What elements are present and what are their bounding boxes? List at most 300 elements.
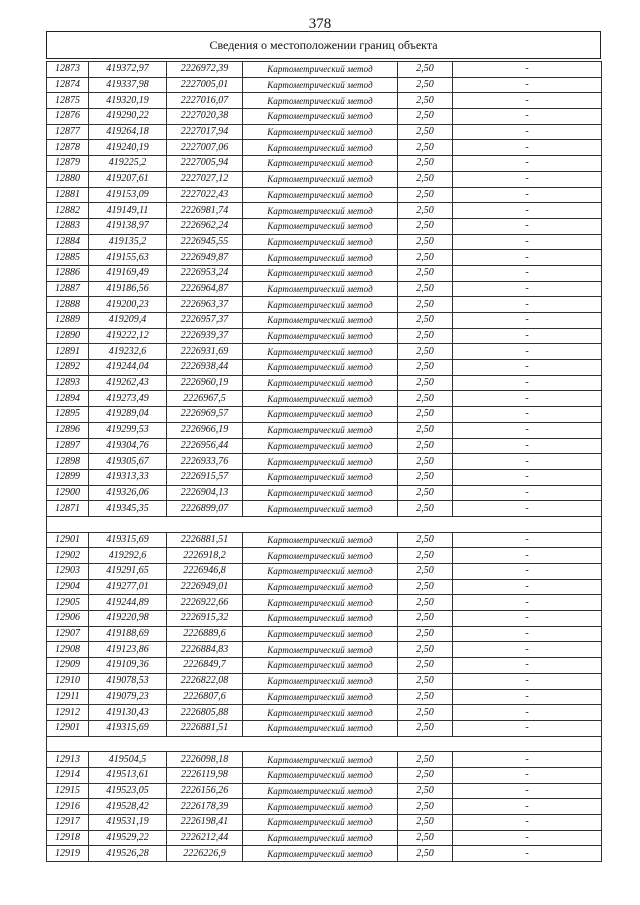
point-number-cell: 12916 xyxy=(47,799,89,815)
table-row xyxy=(47,218,602,234)
point-number-cell: 12895 xyxy=(47,407,89,423)
table-row xyxy=(47,391,602,407)
table-row xyxy=(47,564,602,580)
method-cell: Картометрический метод xyxy=(243,156,398,172)
note-cell: - xyxy=(453,187,602,203)
method-cell: Картометрический метод xyxy=(243,767,398,783)
coordinates-table-body xyxy=(47,62,602,862)
method-cell: Картометрический метод xyxy=(243,705,398,721)
method-cell: Картометрический метод xyxy=(243,77,398,93)
note-cell: - xyxy=(453,171,602,187)
point-number-cell: 12891 xyxy=(47,344,89,360)
accuracy-cell: 2,50 xyxy=(398,109,453,125)
y-coordinate-cell: 2226226,9 xyxy=(167,846,243,862)
table-row xyxy=(47,422,602,438)
point-number-cell: 12902 xyxy=(47,548,89,564)
table-row xyxy=(47,281,602,297)
point-number-cell: 12894 xyxy=(47,391,89,407)
method-cell: Картометрический метод xyxy=(243,407,398,423)
accuracy-cell: 2,50 xyxy=(398,344,453,360)
x-coordinate-cell: 419225,2 xyxy=(89,156,167,172)
accuracy-cell: 2,50 xyxy=(398,611,453,627)
y-coordinate-cell: 2226938,44 xyxy=(167,360,243,376)
method-cell: Картометрический метод xyxy=(243,469,398,485)
separator-cell xyxy=(47,516,602,532)
point-number-cell: 12879 xyxy=(47,156,89,172)
accuracy-cell: 2,50 xyxy=(398,218,453,234)
x-coordinate-cell: 419169,49 xyxy=(89,265,167,281)
method-cell: Картометрический метод xyxy=(243,532,398,548)
method-cell: Картометрический метод xyxy=(243,297,398,313)
point-number-cell: 12915 xyxy=(47,783,89,799)
note-cell: - xyxy=(453,705,602,721)
x-coordinate-cell: 419315,69 xyxy=(89,532,167,548)
y-coordinate-cell: 2227020,38 xyxy=(167,109,243,125)
table-row xyxy=(47,140,602,156)
x-coordinate-cell: 419240,19 xyxy=(89,140,167,156)
x-coordinate-cell: 419291,65 xyxy=(89,564,167,580)
y-coordinate-cell: 2226904,13 xyxy=(167,485,243,501)
x-coordinate-cell: 419222,12 xyxy=(89,328,167,344)
point-number-cell: 12885 xyxy=(47,250,89,266)
accuracy-cell: 2,50 xyxy=(398,454,453,470)
table-row xyxy=(47,752,602,768)
table-row xyxy=(47,689,602,705)
x-coordinate-cell: 419130,43 xyxy=(89,705,167,721)
note-cell: - xyxy=(453,281,602,297)
method-cell: Картометрический метод xyxy=(243,93,398,109)
point-number-cell: 12910 xyxy=(47,673,89,689)
method-cell: Картометрический метод xyxy=(243,799,398,815)
note-cell: - xyxy=(453,611,602,627)
y-coordinate-cell: 2226098,18 xyxy=(167,752,243,768)
x-coordinate-cell: 419186,56 xyxy=(89,281,167,297)
method-cell: Картометрический метод xyxy=(243,720,398,736)
note-cell: - xyxy=(453,344,602,360)
table-row xyxy=(47,799,602,815)
accuracy-cell: 2,50 xyxy=(398,360,453,376)
point-number-cell: 12903 xyxy=(47,564,89,580)
note-cell: - xyxy=(453,265,602,281)
method-cell: Картометрический метод xyxy=(243,124,398,140)
point-number-cell: 12896 xyxy=(47,422,89,438)
accuracy-cell: 2,50 xyxy=(398,93,453,109)
point-number-cell: 12874 xyxy=(47,77,89,93)
note-cell: - xyxy=(453,595,602,611)
accuracy-cell: 2,50 xyxy=(398,328,453,344)
accuracy-cell: 2,50 xyxy=(398,171,453,187)
point-number-cell: 12873 xyxy=(47,62,89,78)
note-cell: - xyxy=(453,548,602,564)
accuracy-cell: 2,50 xyxy=(398,815,453,831)
method-cell: Картометрический метод xyxy=(243,140,398,156)
x-coordinate-cell: 419123,86 xyxy=(89,642,167,658)
x-coordinate-cell: 419153,09 xyxy=(89,187,167,203)
y-coordinate-cell: 2226156,26 xyxy=(167,783,243,799)
point-number-cell: 12888 xyxy=(47,297,89,313)
method-cell: Картометрический метод xyxy=(243,673,398,689)
accuracy-cell: 2,50 xyxy=(398,485,453,501)
method-cell: Картометрический метод xyxy=(243,830,398,846)
y-coordinate-cell: 2227007,06 xyxy=(167,140,243,156)
accuracy-cell: 2,50 xyxy=(398,281,453,297)
note-cell: - xyxy=(453,767,602,783)
accuracy-cell: 2,50 xyxy=(398,77,453,93)
point-number-cell: 12899 xyxy=(47,469,89,485)
method-cell: Картометрический метод xyxy=(243,203,398,219)
x-coordinate-cell: 419372,97 xyxy=(89,62,167,78)
table-row xyxy=(47,532,602,548)
table-row xyxy=(47,297,602,313)
x-coordinate-cell: 419244,04 xyxy=(89,360,167,376)
y-coordinate-cell: 2227005,94 xyxy=(167,156,243,172)
method-cell: Картометрический метод xyxy=(243,218,398,234)
accuracy-cell: 2,50 xyxy=(398,313,453,329)
note-cell: - xyxy=(453,313,602,329)
note-cell: - xyxy=(453,375,602,391)
accuracy-cell: 2,50 xyxy=(398,187,453,203)
note-cell: - xyxy=(453,626,602,642)
point-number-cell: 12882 xyxy=(47,203,89,219)
accuracy-cell: 2,50 xyxy=(398,469,453,485)
method-cell: Картометрический метод xyxy=(243,265,398,281)
y-coordinate-cell: 2226966,19 xyxy=(167,422,243,438)
method-cell: Картометрический метод xyxy=(243,62,398,78)
accuracy-cell: 2,50 xyxy=(398,642,453,658)
note-cell: - xyxy=(453,454,602,470)
point-number-cell: 12889 xyxy=(47,313,89,329)
note-cell: - xyxy=(453,783,602,799)
accuracy-cell: 2,50 xyxy=(398,673,453,689)
point-number-cell: 12880 xyxy=(47,171,89,187)
table-row xyxy=(47,375,602,391)
section-title: Сведения о местоположении границ объекта xyxy=(209,37,438,52)
y-coordinate-cell: 2227017,94 xyxy=(167,124,243,140)
point-number-cell: 12918 xyxy=(47,830,89,846)
note-cell: - xyxy=(453,485,602,501)
note-cell: - xyxy=(453,830,602,846)
x-coordinate-cell: 419188,69 xyxy=(89,626,167,642)
y-coordinate-cell: 2227005,01 xyxy=(167,77,243,93)
note-cell: - xyxy=(453,642,602,658)
y-coordinate-cell: 2226962,24 xyxy=(167,218,243,234)
y-coordinate-cell: 2226922,66 xyxy=(167,595,243,611)
note-cell: - xyxy=(453,799,602,815)
x-coordinate-cell: 419289,04 xyxy=(89,407,167,423)
method-cell: Картометрический метод xyxy=(243,328,398,344)
point-number-cell: 12911 xyxy=(47,689,89,705)
y-coordinate-cell: 2226889,6 xyxy=(167,626,243,642)
y-coordinate-cell: 2226945,55 xyxy=(167,234,243,250)
method-cell: Картометрический метод xyxy=(243,171,398,187)
accuracy-cell: 2,50 xyxy=(398,265,453,281)
point-number-cell: 12897 xyxy=(47,438,89,454)
method-cell: Картометрический метод xyxy=(243,454,398,470)
separator-row xyxy=(47,736,602,752)
x-coordinate-cell: 419504,5 xyxy=(89,752,167,768)
accuracy-cell: 2,50 xyxy=(398,799,453,815)
table-row xyxy=(47,548,602,564)
point-number-cell: 12914 xyxy=(47,767,89,783)
x-coordinate-cell: 419262,43 xyxy=(89,375,167,391)
accuracy-cell: 2,50 xyxy=(398,297,453,313)
point-number-cell: 12892 xyxy=(47,360,89,376)
x-coordinate-cell: 419528,42 xyxy=(89,799,167,815)
coordinates-table xyxy=(46,61,602,862)
table-row xyxy=(47,360,602,376)
y-coordinate-cell: 2226949,01 xyxy=(167,579,243,595)
note-cell: - xyxy=(453,391,602,407)
method-cell: Картометрический метод xyxy=(243,626,398,642)
table-row xyxy=(47,203,602,219)
point-number-cell: 12871 xyxy=(47,501,89,517)
table-row xyxy=(47,846,602,862)
method-cell: Картометрический метод xyxy=(243,234,398,250)
accuracy-cell: 2,50 xyxy=(398,250,453,266)
point-number-cell: 12913 xyxy=(47,752,89,768)
accuracy-cell: 2,50 xyxy=(398,375,453,391)
method-cell: Картометрический метод xyxy=(243,658,398,674)
table-row xyxy=(47,501,602,517)
y-coordinate-cell: 2226960,19 xyxy=(167,375,243,391)
y-coordinate-cell: 2226933,76 xyxy=(167,454,243,470)
note-cell: - xyxy=(453,720,602,736)
note-cell: - xyxy=(453,328,602,344)
method-cell: Картометрический метод xyxy=(243,250,398,266)
method-cell: Картометрический метод xyxy=(243,689,398,705)
table-row xyxy=(47,626,602,642)
accuracy-cell: 2,50 xyxy=(398,156,453,172)
method-cell: Картометрический метод xyxy=(243,344,398,360)
note-cell: - xyxy=(453,93,602,109)
note-cell: - xyxy=(453,407,602,423)
note-cell: - xyxy=(453,752,602,768)
method-cell: Картометрический метод xyxy=(243,642,398,658)
method-cell: Картометрический метод xyxy=(243,485,398,501)
x-coordinate-cell: 419135,2 xyxy=(89,234,167,250)
accuracy-cell: 2,50 xyxy=(398,579,453,595)
point-number-cell: 12905 xyxy=(47,595,89,611)
note-cell: - xyxy=(453,673,602,689)
y-coordinate-cell: 2226953,24 xyxy=(167,265,243,281)
x-coordinate-cell: 419207,61 xyxy=(89,171,167,187)
x-coordinate-cell: 419232,6 xyxy=(89,344,167,360)
point-number-cell: 12904 xyxy=(47,579,89,595)
table-row xyxy=(47,438,602,454)
table-row xyxy=(47,328,602,344)
point-number-cell: 12887 xyxy=(47,281,89,297)
note-cell: - xyxy=(453,203,602,219)
x-coordinate-cell: 419299,53 xyxy=(89,422,167,438)
method-cell: Картометрический метод xyxy=(243,564,398,580)
note-cell: - xyxy=(453,156,602,172)
point-number-cell: 12900 xyxy=(47,485,89,501)
note-cell: - xyxy=(453,124,602,140)
table-row xyxy=(47,77,602,93)
y-coordinate-cell: 2226899,07 xyxy=(167,501,243,517)
table-row xyxy=(47,767,602,783)
x-coordinate-cell: 419305,67 xyxy=(89,454,167,470)
method-cell: Картометрический метод xyxy=(243,281,398,297)
table-row xyxy=(47,658,602,674)
point-number-cell: 12876 xyxy=(47,109,89,125)
y-coordinate-cell: 2226198,41 xyxy=(167,815,243,831)
x-coordinate-cell: 419326,06 xyxy=(89,485,167,501)
point-number-cell: 12890 xyxy=(47,328,89,344)
point-number-cell: 12901 xyxy=(47,720,89,736)
table-row xyxy=(47,705,602,721)
note-cell: - xyxy=(453,360,602,376)
y-coordinate-cell: 2226884,83 xyxy=(167,642,243,658)
x-coordinate-cell: 419155,63 xyxy=(89,250,167,266)
x-coordinate-cell: 419315,69 xyxy=(89,720,167,736)
method-cell: Картометрический метод xyxy=(243,109,398,125)
y-coordinate-cell: 2226915,32 xyxy=(167,611,243,627)
y-coordinate-cell: 2226967,5 xyxy=(167,391,243,407)
x-coordinate-cell: 419277,01 xyxy=(89,579,167,595)
accuracy-cell: 2,50 xyxy=(398,532,453,548)
point-number-cell: 12909 xyxy=(47,658,89,674)
x-coordinate-cell: 419200,23 xyxy=(89,297,167,313)
accuracy-cell: 2,50 xyxy=(398,626,453,642)
x-coordinate-cell: 419531,19 xyxy=(89,815,167,831)
table-row xyxy=(47,720,602,736)
method-cell: Картометрический метод xyxy=(243,391,398,407)
y-coordinate-cell: 2226119,98 xyxy=(167,767,243,783)
table-row xyxy=(47,469,602,485)
method-cell: Картометрический метод xyxy=(243,611,398,627)
section-header xyxy=(46,31,601,59)
x-coordinate-cell: 419290,22 xyxy=(89,109,167,125)
accuracy-cell: 2,50 xyxy=(398,438,453,454)
x-coordinate-cell: 419313,33 xyxy=(89,469,167,485)
y-coordinate-cell: 2226939,37 xyxy=(167,328,243,344)
point-number-cell: 12919 xyxy=(47,846,89,862)
y-coordinate-cell: 2226849,7 xyxy=(167,658,243,674)
accuracy-cell: 2,50 xyxy=(398,124,453,140)
point-number-cell: 12893 xyxy=(47,375,89,391)
x-coordinate-cell: 419523,05 xyxy=(89,783,167,799)
y-coordinate-cell: 2226963,37 xyxy=(167,297,243,313)
accuracy-cell: 2,50 xyxy=(398,203,453,219)
accuracy-cell: 2,50 xyxy=(398,140,453,156)
point-number-cell: 12906 xyxy=(47,611,89,627)
y-coordinate-cell: 2226178,39 xyxy=(167,799,243,815)
method-cell: Картометрический метод xyxy=(243,815,398,831)
method-cell: Картометрический метод xyxy=(243,595,398,611)
x-coordinate-cell: 419345,35 xyxy=(89,501,167,517)
note-cell: - xyxy=(453,422,602,438)
separator-row xyxy=(47,516,602,532)
table-row xyxy=(47,62,602,78)
x-coordinate-cell: 419292,6 xyxy=(89,548,167,564)
table-row xyxy=(47,250,602,266)
table-row xyxy=(47,265,602,281)
x-coordinate-cell: 419079,23 xyxy=(89,689,167,705)
table-row xyxy=(47,109,602,125)
y-coordinate-cell: 2226972,39 xyxy=(167,62,243,78)
note-cell: - xyxy=(453,218,602,234)
accuracy-cell: 2,50 xyxy=(398,595,453,611)
table-row xyxy=(47,454,602,470)
table-row xyxy=(47,407,602,423)
accuracy-cell: 2,50 xyxy=(398,501,453,517)
table-row xyxy=(47,485,602,501)
point-number-cell: 12884 xyxy=(47,234,89,250)
table-row xyxy=(47,344,602,360)
x-coordinate-cell: 419273,49 xyxy=(89,391,167,407)
x-coordinate-cell: 419220,98 xyxy=(89,611,167,627)
accuracy-cell: 2,50 xyxy=(398,658,453,674)
table-row xyxy=(47,595,602,611)
y-coordinate-cell: 2226964,87 xyxy=(167,281,243,297)
x-coordinate-cell: 419320,19 xyxy=(89,93,167,109)
method-cell: Картометрический метод xyxy=(243,501,398,517)
note-cell: - xyxy=(453,658,602,674)
accuracy-cell: 2,50 xyxy=(398,548,453,564)
method-cell: Картометрический метод xyxy=(243,313,398,329)
method-cell: Картометрический метод xyxy=(243,438,398,454)
table-row xyxy=(47,579,602,595)
x-coordinate-cell: 419529,22 xyxy=(89,830,167,846)
y-coordinate-cell: 2226949,87 xyxy=(167,250,243,266)
point-number-cell: 12912 xyxy=(47,705,89,721)
note-cell: - xyxy=(453,469,602,485)
y-coordinate-cell: 2227016,07 xyxy=(167,93,243,109)
note-cell: - xyxy=(453,501,602,517)
y-coordinate-cell: 2226969,57 xyxy=(167,407,243,423)
x-coordinate-cell: 419526,28 xyxy=(89,846,167,862)
x-coordinate-cell: 419138,97 xyxy=(89,218,167,234)
point-number-cell: 12878 xyxy=(47,140,89,156)
table-row xyxy=(47,642,602,658)
point-number-cell: 12908 xyxy=(47,642,89,658)
note-cell: - xyxy=(453,250,602,266)
table-row xyxy=(47,187,602,203)
y-coordinate-cell: 2226957,37 xyxy=(167,313,243,329)
note-cell: - xyxy=(453,109,602,125)
x-coordinate-cell: 419513,61 xyxy=(89,767,167,783)
x-coordinate-cell: 419078,53 xyxy=(89,673,167,689)
method-cell: Картометрический метод xyxy=(243,783,398,799)
accuracy-cell: 2,50 xyxy=(398,689,453,705)
point-number-cell: 12898 xyxy=(47,454,89,470)
note-cell: - xyxy=(453,140,602,156)
table-row xyxy=(47,171,602,187)
point-number-cell: 12875 xyxy=(47,93,89,109)
table-row xyxy=(47,313,602,329)
accuracy-cell: 2,50 xyxy=(398,720,453,736)
y-coordinate-cell: 2226881,51 xyxy=(167,532,243,548)
accuracy-cell: 2,50 xyxy=(398,783,453,799)
accuracy-cell: 2,50 xyxy=(398,407,453,423)
x-coordinate-cell: 419264,18 xyxy=(89,124,167,140)
table-row xyxy=(47,124,602,140)
note-cell: - xyxy=(453,564,602,580)
accuracy-cell: 2,50 xyxy=(398,705,453,721)
y-coordinate-cell: 2226956,44 xyxy=(167,438,243,454)
x-coordinate-cell: 419244,89 xyxy=(89,595,167,611)
y-coordinate-cell: 2227022,43 xyxy=(167,187,243,203)
table-row xyxy=(47,783,602,799)
table-row xyxy=(47,611,602,627)
y-coordinate-cell: 2226931,69 xyxy=(167,344,243,360)
note-cell: - xyxy=(453,579,602,595)
point-number-cell: 12907 xyxy=(47,626,89,642)
y-coordinate-cell: 2226807,6 xyxy=(167,689,243,705)
accuracy-cell: 2,50 xyxy=(398,62,453,78)
y-coordinate-cell: 2226822,08 xyxy=(167,673,243,689)
